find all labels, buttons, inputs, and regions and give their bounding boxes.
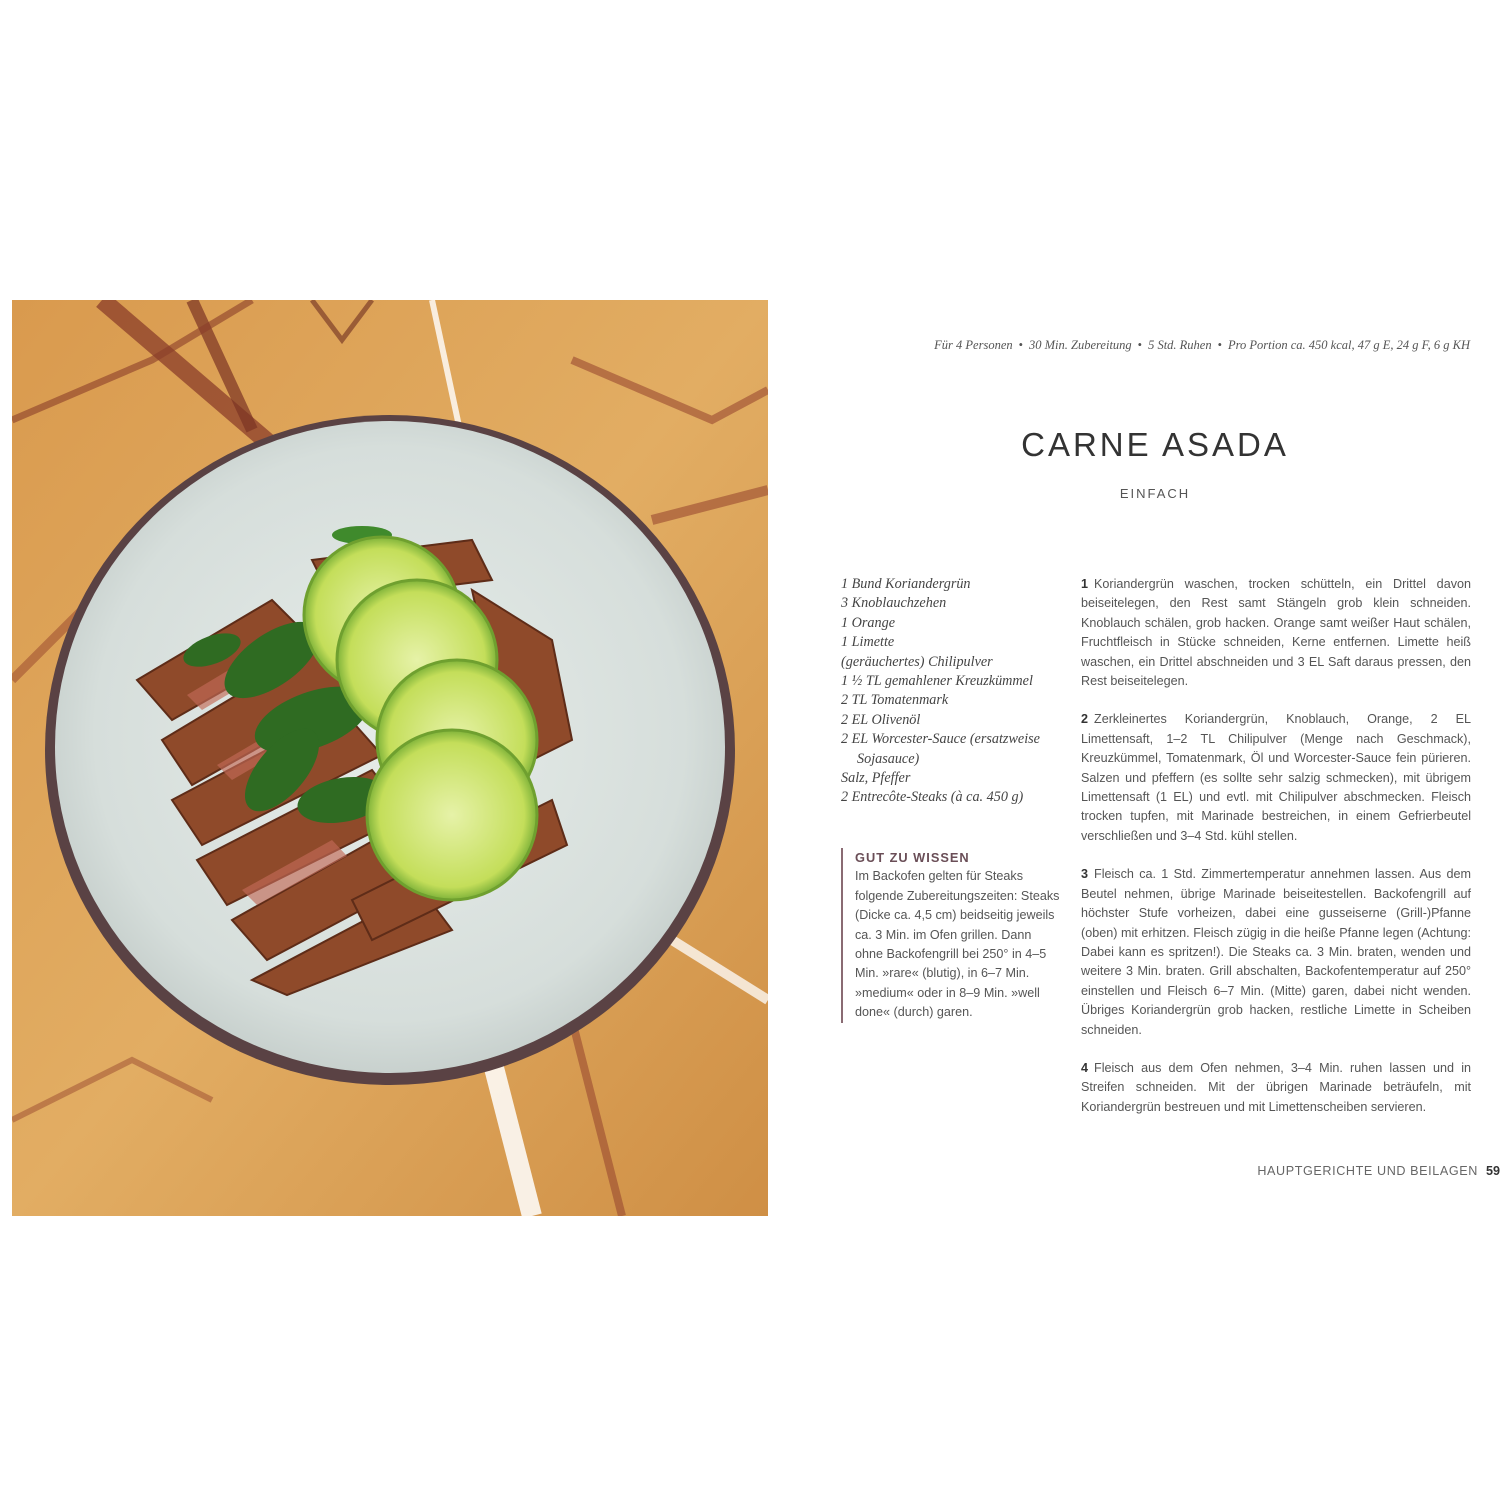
ingredient-item: (geräuchertes) Chilipulver <box>841 653 993 670</box>
dish-photo <box>12 300 768 1216</box>
ingredient-item: 1 Orange <box>841 614 895 631</box>
step-number: 2 <box>1081 712 1089 727</box>
step-4 <box>1081 1059 1471 1117</box>
separator-dot: • <box>1018 338 1024 352</box>
step-1 <box>1081 575 1471 691</box>
difficulty-label: EINFACH <box>1119 486 1191 501</box>
ingredient-item: Salz, Pfeffer <box>841 770 911 787</box>
page-number: 59 <box>1485 1164 1500 1178</box>
separator-dot: • <box>1137 338 1143 352</box>
ingredient-item: 2 EL Olivenöl <box>841 711 921 728</box>
step-2 <box>1081 710 1471 846</box>
ingredient-item: 1 ½ TL gemahlener Kreuzkümmel <box>841 673 1033 690</box>
step-text: Koriandergrün waschen, trocken schütteln, ein Drittel davon beiseitelegen, den Rest samt Stängeln grob klein schneiden. Knoblauch schälen, grob hacken. Orange samt weißer Haut schälen, Fruchtfleisch in Stücke schneiden, Kerne entfernen. Limette heiß waschen, ein Drittel abschneiden und 3 EL Saft daraus pressen, den Rest beiseitelegen. <box>1081 577 1471 689</box>
step-text: Fleisch ca. 1 Std. Zimmertemperatur annehmen lassen. Aus dem Beutel nehmen, übrige Marinade beiseitestellen. Backofengrill auf höchster Stufe vorheizen, dabei eine gusseiserne (Grill-)Pfanne (oben) mit erhitzen. Fleisch zügig in die heiße Pfanne legen (Achtung: Dabei kann es spritzen!). Die Steaks ca. 3 Min. braten, wenden und weitere 3 Min. braten. Grill abschalten, Backofentemperatur auf 250° einstellen und Fleisch 6–7 Min. (Mitte) garen, dabei nicht wenden. Übriges Koriandergrün grob hacken, restliche Limette in Scheiben schneiden. <box>1081 867 1471 1037</box>
ingredient-item: 2 Entrecôte-Steaks (à ca. 450 g) <box>841 789 1024 806</box>
tip-box <box>841 848 1060 1023</box>
ingredient-list <box>841 575 1066 808</box>
ingredient-item: 2 EL Worcester-Sauce (ersatzweise Sojasauce) <box>841 731 1040 767</box>
carne-asada-plate-illustration <box>12 300 768 1216</box>
step-text: Fleisch aus dem Ofen nehmen, 3–4 Min. ruhen lassen und in Streifen schneiden. Mit der übrigen Marinade beträufeln, mit Koriandergrün bestreuen und mit Limettenscheiben servieren. <box>1081 1060 1471 1114</box>
prep-time: 30 Min. Zubereitung <box>1029 338 1132 352</box>
step-text: Zerkleinertes Koriandergrün, Knoblauch, Orange, 2 EL Limettensaft, 1–2 TL Chilipulver (Menge nach Geschmack), Kreuzkümmel, Tomatenmark, Öl und Worcester-Sauce fein pürieren. Salzen und pfeffern (es sollte sehr salzig schmecken), mit übrigem Limettensaft (1 EL) und evtl. mit Chilipulver abschmecken. Fleisch trocken tupfen, mit Marinade bestreichen, in einem Gefrierbeutel verschließen und 3–4 Std. kühl stellen. <box>1081 712 1471 843</box>
ingredient-item: 1 Bund Koriandergrün <box>841 576 971 592</box>
tip-text: Im Backofen gelten für Steaks folgende Zubereitungszeiten: Steaks (Dicke ca. 4,5 cm) beidseitig jeweils ca. 3 Min. im Ofen grillen. Dann ohne Backofengrill bei 250° in 4–5 Min. »rare« (blutig), in 6–7 Min. »medium« oder in 8–9 Min. »well done« (durch) garen. <box>855 869 1060 1020</box>
tip-title: GUT ZU WISSEN <box>855 850 970 865</box>
step-number: 3 <box>1081 867 1089 882</box>
recipe-title: CARNE ASADA <box>1021 426 1289 463</box>
nutrition: Pro Portion ca. 450 kcal, 47 g E, 24 g F, 6 g KH <box>1228 338 1470 352</box>
ingredient-item: 2 TL Tomatenmark <box>841 692 949 709</box>
step-number: 4 <box>1081 1060 1089 1075</box>
step-3 <box>1081 865 1471 1040</box>
servings: Für 4 Personen <box>934 338 1013 352</box>
section-title: HAUPTGERICHTE UND BEILAGEN <box>1257 1164 1478 1178</box>
ingredient-item: 1 Limette <box>841 634 895 651</box>
separator-dot: • <box>1217 338 1222 352</box>
step-number: 1 <box>1081 577 1089 591</box>
instruction-steps <box>1081 575 1471 1136</box>
page-footer <box>1150 1164 1500 1178</box>
rest-time: 5 Std. Ruhen <box>1148 338 1212 352</box>
ingredient-item: 3 Knoblauchzehen <box>841 595 947 612</box>
recipe-meta <box>840 338 1470 353</box>
